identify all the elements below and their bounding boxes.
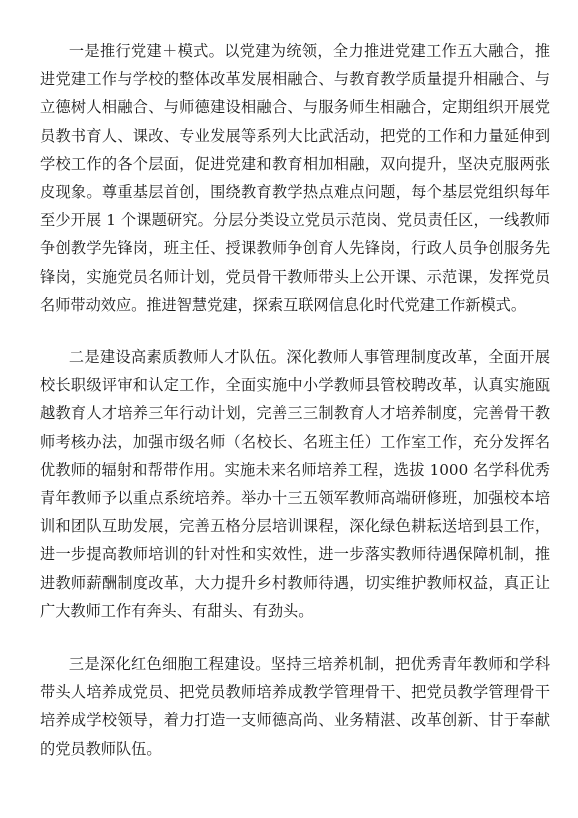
paragraph-red-cell-project: 三是深化红色细胞工程建设。坚持三培养机制，把优秀青年教师和学科带头人培养成党员、把党员教师培养成教学管理骨干、把党员教学管理骨干培养成学校领导，着力打造一支师德高尚、业务精湛、改革创新、甘于奉献的党员教师队伍。	[40, 655, 550, 758]
paragraph-party-building-model: 一是推行党建＋模式。以党建为统领，全力推进党建工作五大融合，推进党建工作与学校的整体改革发展相融合、与教育教学质量提升相融合、与立德树人相融合、与师德建设相融合、与服务师生相融合，定期组织开展党员教书育人、课改、专业发展等系列大比武活动，把党的工作和力量延伸到学校工作的各个层面，促进党建和教育相加相融，双向提升，坚决克服两张皮现象。尊重基层首创，围绕教育教学热点难点问题，每个基层党组织每年至少开展 1 个课题研究。分层分类设立党员示范岗、党员责任区，一线教师争创教学先锋岗，班主任、授课教师争创育人先锋岗，行政人员争创服务先锋岗，实施党员名师计划，党员骨干教师带头上公开课、示范课，发挥党员名师带动效应。推进智慧党建，探索互联网信息化时代党建工作新模式。	[40, 42, 550, 314]
paragraph-teacher-talent-team: 二是建设高素质教师人才队伍。深化教师人事管理制度改革，全面开展校长职级评审和认定工作，全面实施中小学教师县管校聘改革，认真实施瓯越教育人才培养三年行动计划，完善三三制教育人才培养制度，完善骨干教师考核办法，加强市级名师（名校长、名班主任）工作室工作，充分发挥名优教师的辐射和帮带作用。实施未来名师培养工程，选拔 1000 名学科优秀青年教师予以重点系统培养。举办十三五领军教师高端研修班，加强校本培训和团队互助发展，完善五格分层培训课程，深化绿色耕耘送培到县工作，进一步提高教师培训的针对性和实效性，进一步落实教师待遇保障机制，推进教师薪酬制度改革，大力提升乡村教师待遇，切实维护教师权益，真正让广大教师工作有奔头、有甜头、有劲头。	[40, 348, 550, 620]
